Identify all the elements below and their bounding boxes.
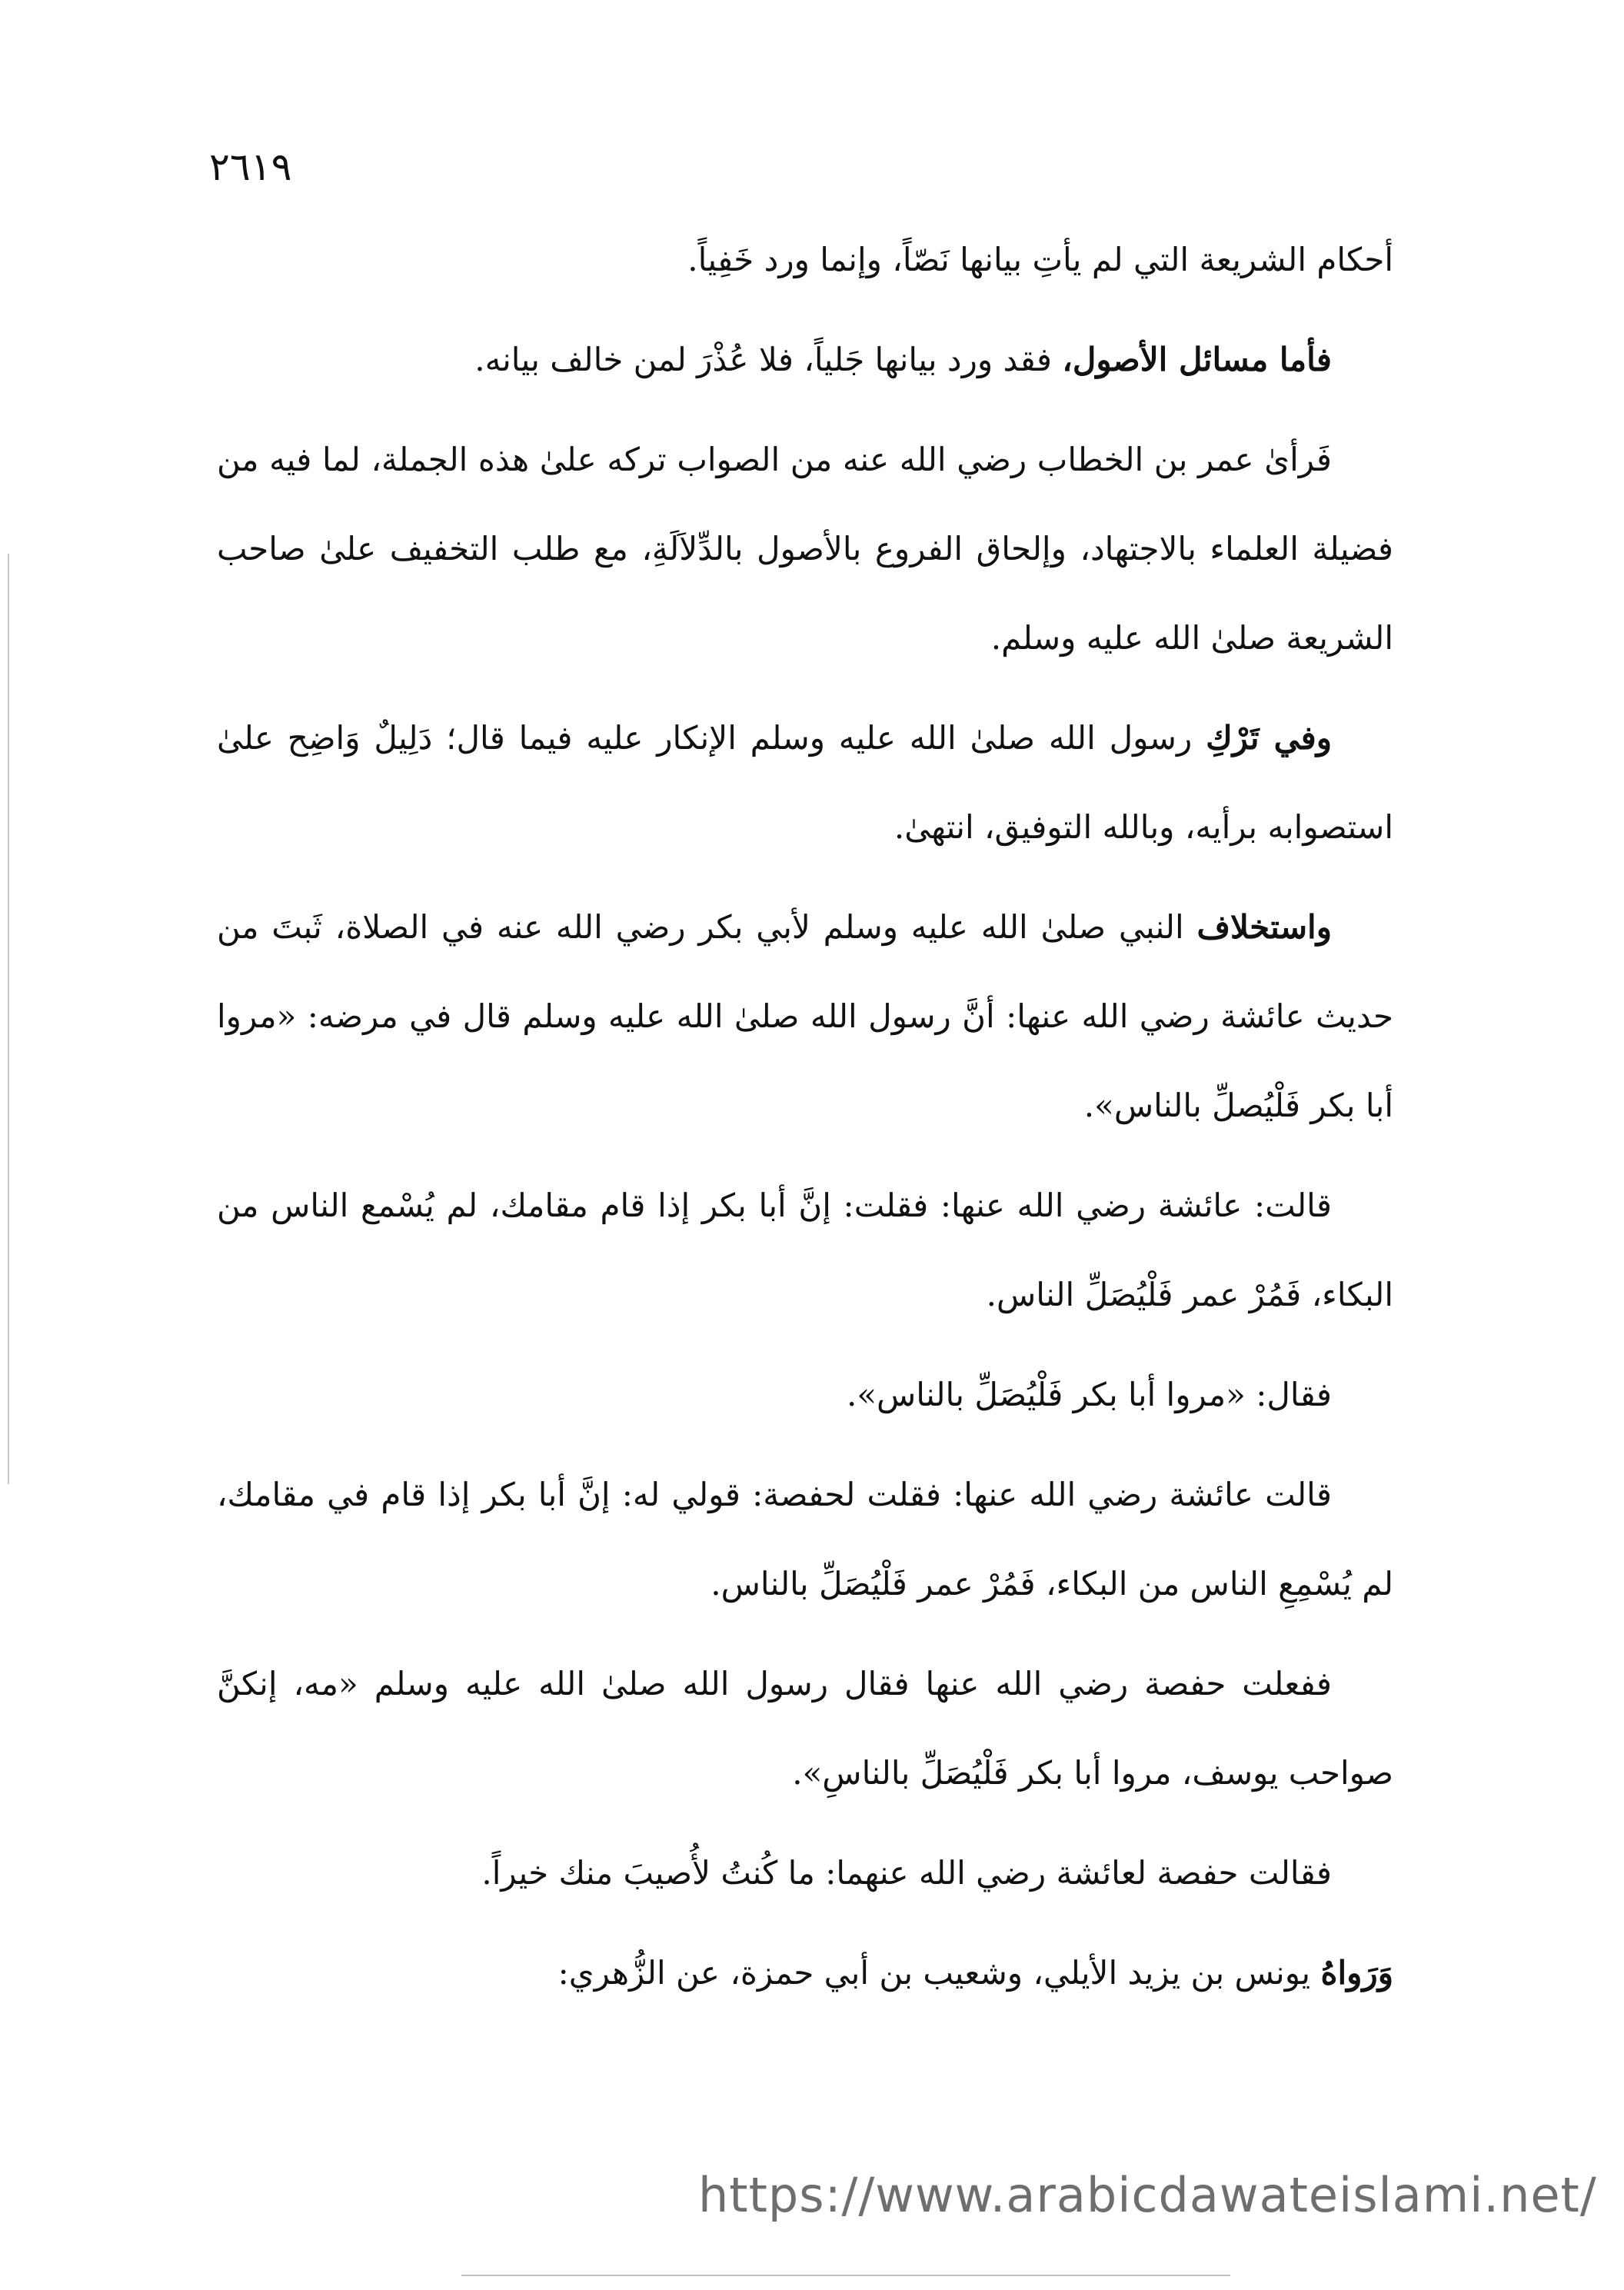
paragraph-1-text: أحكام الشريعة التي لم يأتِ بيانها نَصّاً، وإنما ورد خَفِياً. [687,241,1393,278]
paragraph-6 [217,1161,1393,1340]
paragraph-3 [217,415,1393,683]
paragraph-1 [217,215,1393,305]
paragraph-3-text: فَرأىٰ عمر بن الخطاب رضي الله عنه من الصواب تركه علىٰ هذه الجملة، لما فيه من فضيلة العلماء بالاجتهاد، وإلحاق الفروع بالأصول بالدِّلاَلَةِ، مع طلب التخفيف علىٰ صاحب الشريعة صلىٰ الله عليه وسلم. [217,441,1393,657]
page-number: ٢٦١٩ [209,145,292,189]
watermark-url: https://www.arabicdawateislami.net/ [698,2167,1597,2223]
paragraph-11-text: يونس بن يزيد الأيلي، وشعيب بن أبي حمزة، عن الزُّهري: [557,1954,1321,1992]
paragraph-8-text: قالت عائشة رضي الله عنها: فقلت لحفصة: قولي له: إنَّ أبا بكر إذا قام في مقامك، لم يُسْمِعِ الناس من البكاء، فَمُرْ عمر فَلْيُصَلِّ بالناس. [217,1476,1393,1603]
paragraph-4 [217,694,1393,872]
paragraph-8 [217,1450,1393,1629]
paragraph-5 [217,883,1393,1150]
paragraph-5-text: النبي صلىٰ الله عليه وسلم لأبي بكر رضي الله عنه في الصلاة، ثَبتَ من حديث عائشة رضي الله عنها: أنَّ رسول الله صلىٰ الله عليه وسلم قال في مرضه: «مروا أبا بكر فَلْيُصلِّ بالناس». [217,908,1393,1124]
paragraph-6-text: قالت: عائشة رضي الله عنها: فقلت: إنَّ أبا بكر إذا قام مقامك، لم يُسْمع الناس من البكاء، فَمُرْ عمر فَلْيُصَلِّ الناس. [217,1187,1393,1313]
page-body [217,215,1393,2029]
paragraph-11 [217,1929,1393,2018]
paragraph-2-text: فقد ورد بيانها جَلياً، فلا عُذْرَ لمن خالف بيانه. [474,341,1063,378]
paragraph-4-lead: وفي تَرْكِ [1206,719,1332,757]
paragraph-7-text: فقال: «مروا أبا بكر فَلْيُصَلِّ بالناس». [846,1376,1332,1413]
paragraph-7 [217,1350,1393,1440]
paragraph-5-lead: واستخلاف [1196,908,1332,946]
paragraph-9-text: ففعلت حفصة رضي الله عنها فقال رسول الله صلىٰ الله عليه وسلم «مه، إنكنَّ صواحب يوسف، مروا أبا بكر فَلْيُصَلِّ بالناسِ». [217,1665,1393,1792]
paragraph-10-text: فقالت حفصة لعائشة رضي الله عنهما: ما كُنتُ لأُصيبَ منك خيراً. [481,1854,1332,1892]
scan-bottom-edge [461,2275,1230,2276]
paragraph-4-text: رسول الله صلىٰ الله عليه وسلم الإنكار عليه فيما قال؛ دَلِيلٌ وَاضِح علىٰ استصوابه برأيه، وبالله التوفيق، انتهىٰ. [217,719,1393,846]
scan-edge-mark [8,554,9,1484]
paragraph-11-lead: وَرَواهُ [1320,1954,1393,1992]
paragraph-2 [217,315,1393,404]
paragraph-10 [217,1829,1393,1918]
paragraph-9 [217,1639,1393,1818]
paragraph-2-lead: فأما مسائل الأصول، [1062,341,1332,378]
